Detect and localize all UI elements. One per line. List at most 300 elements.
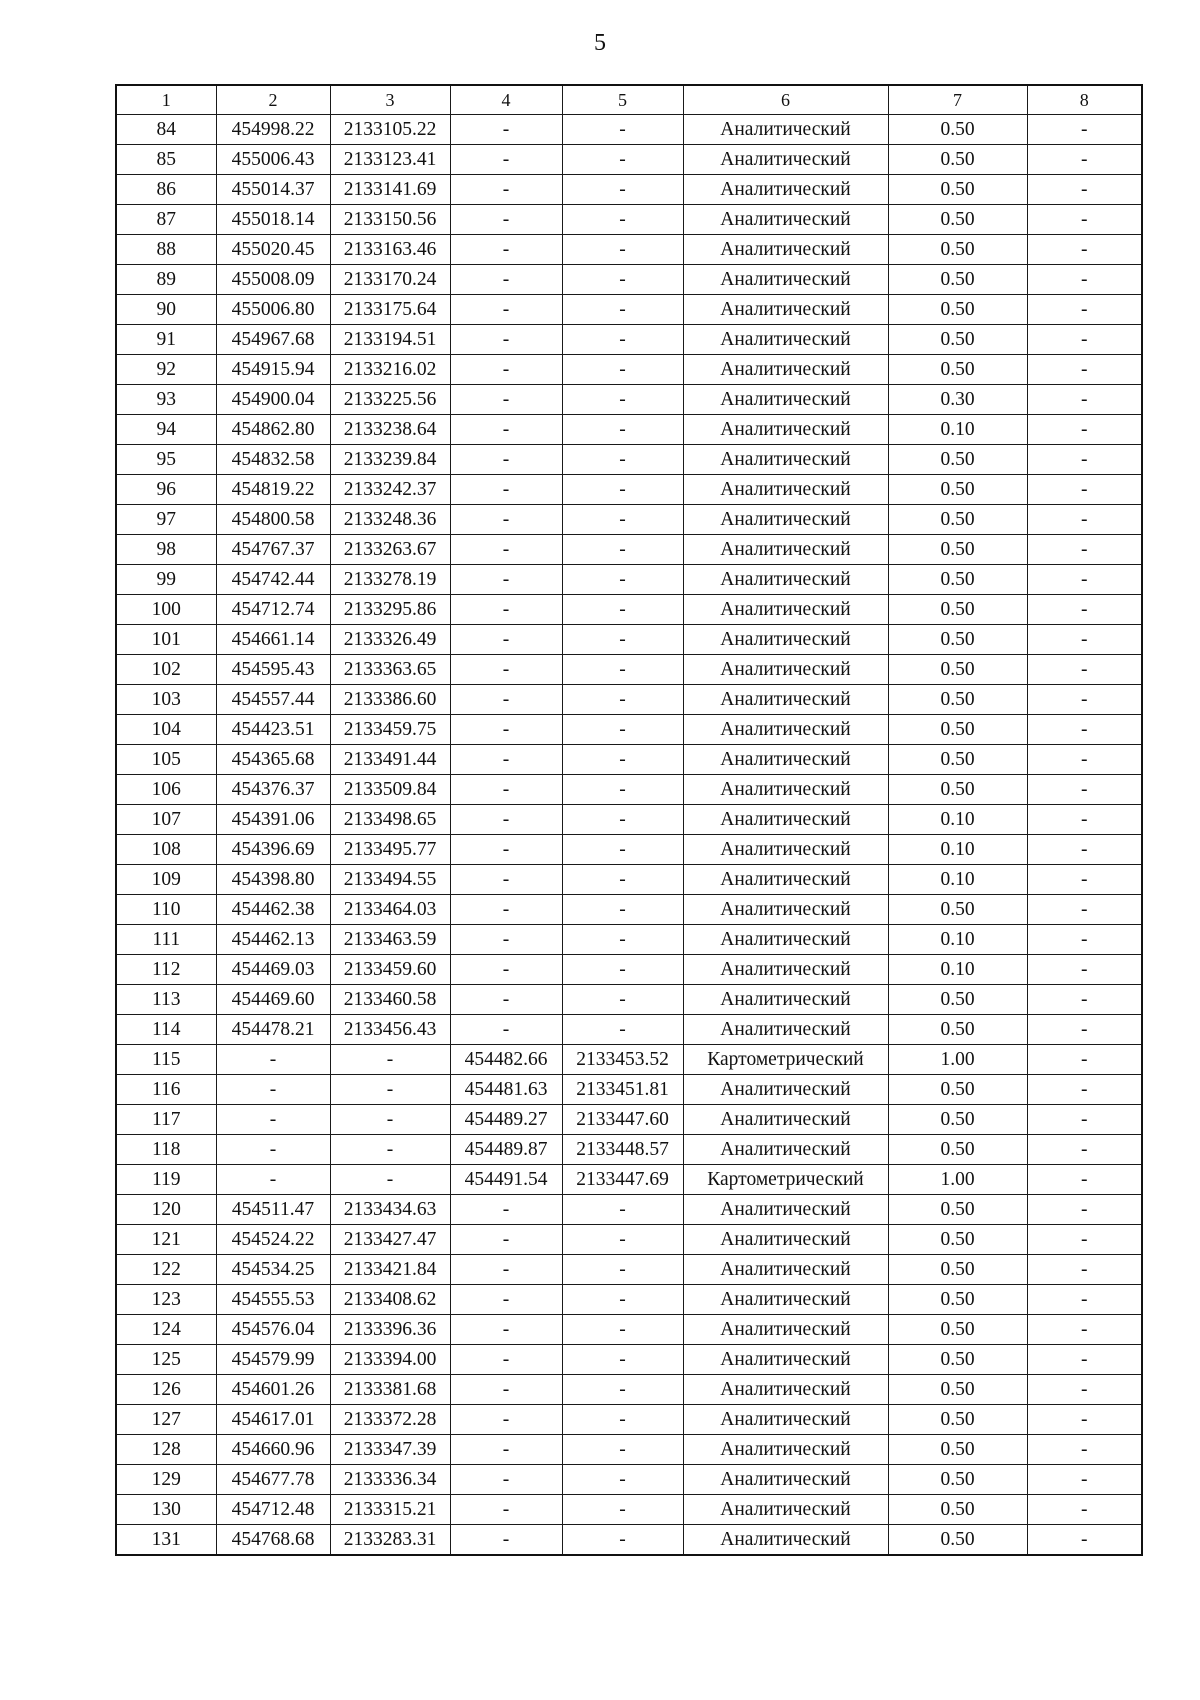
cell-y-new: - [562,1495,683,1525]
cell-description: - [1027,895,1142,925]
cell-x-new: - [450,1375,562,1405]
cell-x-existing: 455008.09 [216,265,330,295]
cell-method: Картометрический [683,1045,888,1075]
cell-x-existing: 454462.38 [216,895,330,925]
cell-point-number: 114 [116,1015,216,1045]
cell-y-existing: 2133408.62 [330,1285,450,1315]
cell-description: - [1027,475,1142,505]
cell-method: Аналитический [683,235,888,265]
cell-accuracy: 0.50 [888,625,1027,655]
cell-x-existing: 454832.58 [216,445,330,475]
cell-y-existing: 2133170.24 [330,265,450,295]
cell-description: - [1027,385,1142,415]
cell-accuracy: 0.50 [888,1405,1027,1435]
cell-accuracy: 0.50 [888,1495,1027,1525]
cell-x-existing: 454742.44 [216,565,330,595]
cell-y-new: - [562,145,683,175]
cell-y-existing: - [330,1135,450,1165]
cell-x-new: - [450,505,562,535]
cell-accuracy: 0.10 [888,925,1027,955]
table-row [116,565,1142,595]
cell-description: - [1027,325,1142,355]
cell-point-number: 131 [116,1525,216,1556]
cell-x-new: - [450,115,562,145]
header-cell-2: 2 [216,85,330,115]
cell-x-new: - [450,1015,562,1045]
cell-x-existing: 454391.06 [216,805,330,835]
cell-y-existing: 2133347.39 [330,1435,450,1465]
cell-y-new: - [562,1015,683,1045]
cell-method: Аналитический [683,625,888,655]
cell-method: Аналитический [683,355,888,385]
cell-y-new: - [562,1255,683,1285]
cell-x-existing: 454511.47 [216,1195,330,1225]
cell-accuracy: 0.10 [888,805,1027,835]
cell-accuracy: 0.50 [888,115,1027,145]
cell-method: Аналитический [683,715,888,745]
cell-x-existing: - [216,1045,330,1075]
cell-x-new: - [450,1255,562,1285]
cell-accuracy: 0.10 [888,865,1027,895]
cell-x-existing: 455018.14 [216,205,330,235]
cell-x-existing: 454601.26 [216,1375,330,1405]
table-row [116,145,1142,175]
cell-method: Аналитический [683,145,888,175]
cell-point-number: 128 [116,1435,216,1465]
cell-description: - [1027,925,1142,955]
cell-y-new: - [562,505,683,535]
cell-description: - [1027,445,1142,475]
cell-x-new: - [450,265,562,295]
table-row [116,445,1142,475]
cell-description: - [1027,505,1142,535]
table-row [116,265,1142,295]
cell-point-number: 115 [116,1045,216,1075]
cell-method: Аналитический [683,925,888,955]
cell-point-number: 109 [116,865,216,895]
cell-y-existing: 2133459.75 [330,715,450,745]
cell-method: Аналитический [683,745,888,775]
cell-method: Аналитический [683,1285,888,1315]
cell-y-existing: - [330,1075,450,1105]
header-cell-7: 7 [888,85,1027,115]
table-row [116,325,1142,355]
cell-method: Аналитический [683,895,888,925]
header-cell-8: 8 [1027,85,1142,115]
cell-description: - [1027,655,1142,685]
table-row [116,415,1142,445]
cell-y-new: - [562,175,683,205]
cell-y-existing: 2133421.84 [330,1255,450,1285]
cell-description: - [1027,1285,1142,1315]
cell-x-existing: 454768.68 [216,1525,330,1556]
cell-accuracy: 0.50 [888,685,1027,715]
cell-method: Аналитический [683,535,888,565]
cell-x-existing: 454767.37 [216,535,330,565]
cell-x-existing: 455020.45 [216,235,330,265]
cell-description: - [1027,775,1142,805]
cell-y-existing: 2133394.00 [330,1345,450,1375]
cell-y-new: - [562,715,683,745]
table-row [116,1225,1142,1255]
table-row [116,655,1142,685]
cell-y-existing: 2133239.84 [330,445,450,475]
table-row [116,685,1142,715]
cell-x-existing: 454423.51 [216,715,330,745]
cell-point-number: 102 [116,655,216,685]
cell-accuracy: 0.50 [888,145,1027,175]
cell-x-existing: 455014.37 [216,175,330,205]
cell-accuracy: 0.10 [888,955,1027,985]
cell-x-existing: 454469.60 [216,985,330,1015]
cell-point-number: 85 [116,145,216,175]
cell-accuracy: 0.50 [888,1195,1027,1225]
cell-x-existing: 454524.22 [216,1225,330,1255]
cell-x-existing: 454967.68 [216,325,330,355]
table-row [116,985,1142,1015]
cell-description: - [1027,865,1142,895]
cell-y-new: - [562,955,683,985]
cell-method: Аналитический [683,595,888,625]
cell-point-number: 122 [116,1255,216,1285]
table-row [116,385,1142,415]
cell-point-number: 107 [116,805,216,835]
cell-method: Картометрический [683,1165,888,1195]
table-row [116,1045,1142,1075]
cell-x-existing: 454396.69 [216,835,330,865]
cell-description: - [1027,145,1142,175]
cell-x-existing: 454862.80 [216,415,330,445]
cell-x-existing: - [216,1135,330,1165]
table-row [116,1105,1142,1135]
cell-description: - [1027,1525,1142,1556]
table-row [116,1135,1142,1165]
cell-x-new: - [450,565,562,595]
cell-y-existing: 2133141.69 [330,175,450,205]
cell-method: Аналитический [683,835,888,865]
cell-method: Аналитический [683,1465,888,1495]
cell-description: - [1027,835,1142,865]
cell-description: - [1027,1405,1142,1435]
cell-description: - [1027,1225,1142,1255]
cell-x-new: - [450,655,562,685]
cell-x-existing: 454595.43 [216,655,330,685]
cell-accuracy: 0.50 [888,595,1027,625]
table-row [116,1525,1142,1556]
header-cell-3: 3 [330,85,450,115]
table-row [116,295,1142,325]
cell-description: - [1027,565,1142,595]
cell-y-existing: 2133491.44 [330,745,450,775]
cell-point-number: 123 [116,1285,216,1315]
cell-description: - [1027,295,1142,325]
cell-x-new: - [450,715,562,745]
cell-y-existing: 2133434.63 [330,1195,450,1225]
cell-point-number: 101 [116,625,216,655]
cell-method: Аналитический [683,1075,888,1105]
cell-x-new: - [450,1315,562,1345]
cell-y-new: - [562,1225,683,1255]
cell-description: - [1027,205,1142,235]
cell-y-new: - [562,985,683,1015]
cell-x-new: - [450,1285,562,1315]
cell-y-existing: 2133263.67 [330,535,450,565]
cell-y-existing: 2133381.68 [330,1375,450,1405]
cell-y-existing: - [330,1165,450,1195]
cell-accuracy: 0.50 [888,325,1027,355]
table-row [116,1075,1142,1105]
cell-y-existing: 2133464.03 [330,895,450,925]
cell-description: - [1027,535,1142,565]
cell-y-new: - [562,1405,683,1435]
cell-y-new: - [562,805,683,835]
cell-x-existing: 454617.01 [216,1405,330,1435]
cell-x-new: - [450,475,562,505]
cell-x-new: - [450,145,562,175]
cell-method: Аналитический [683,865,888,895]
cell-x-existing: - [216,1105,330,1135]
cell-point-number: 116 [116,1075,216,1105]
cell-method: Аналитический [683,1525,888,1556]
cell-point-number: 112 [116,955,216,985]
cell-x-new: - [450,295,562,325]
cell-point-number: 87 [116,205,216,235]
cell-method: Аналитический [683,1135,888,1165]
cell-accuracy: 0.50 [888,1075,1027,1105]
cell-description: - [1027,265,1142,295]
cell-x-new: - [450,445,562,475]
cell-x-existing: 454900.04 [216,385,330,415]
cell-accuracy: 0.50 [888,295,1027,325]
cell-accuracy: 0.50 [888,655,1027,685]
cell-point-number: 94 [116,415,216,445]
cell-x-new: - [450,955,562,985]
cell-accuracy: 0.50 [888,1345,1027,1375]
cell-y-new: 2133447.60 [562,1105,683,1135]
cell-x-new: - [450,685,562,715]
cell-accuracy: 0.50 [888,1015,1027,1045]
cell-description: - [1027,595,1142,625]
cell-y-new: - [562,475,683,505]
cell-y-existing: - [330,1045,450,1075]
cell-method: Аналитический [683,805,888,835]
cell-point-number: 100 [116,595,216,625]
cell-method: Аналитический [683,955,888,985]
table-row [116,955,1142,985]
cell-accuracy: 0.50 [888,235,1027,265]
cell-y-new: - [562,415,683,445]
cell-y-existing: 2133494.55 [330,865,450,895]
cell-method: Аналитический [683,505,888,535]
cell-y-existing: 2133150.56 [330,205,450,235]
cell-y-new: - [562,1315,683,1345]
cell-point-number: 113 [116,985,216,1015]
cell-y-new: 2133448.57 [562,1135,683,1165]
cell-x-new: - [450,625,562,655]
cell-method: Аналитический [683,415,888,445]
cell-y-new: - [562,865,683,895]
cell-point-number: 95 [116,445,216,475]
cell-y-existing: 2133372.28 [330,1405,450,1435]
cell-y-existing: 2133463.59 [330,925,450,955]
cell-description: - [1027,955,1142,985]
cell-y-existing: 2133336.34 [330,1465,450,1495]
cell-point-number: 96 [116,475,216,505]
cell-accuracy: 0.50 [888,1135,1027,1165]
table-row [116,715,1142,745]
cell-accuracy: 0.50 [888,1255,1027,1285]
cell-y-new: - [562,1195,683,1225]
cell-description: - [1027,1465,1142,1495]
cell-description: - [1027,415,1142,445]
cell-x-existing: 454819.22 [216,475,330,505]
table-row [116,775,1142,805]
page-number: 5 [594,30,606,56]
cell-accuracy: 0.50 [888,445,1027,475]
cell-accuracy: 0.50 [888,745,1027,775]
table-row [116,1285,1142,1315]
cell-method: Аналитический [683,385,888,415]
cell-y-existing: 2133509.84 [330,775,450,805]
cell-method: Аналитический [683,295,888,325]
cell-accuracy: 0.50 [888,1315,1027,1345]
table-row [116,355,1142,385]
cell-x-new: - [450,775,562,805]
table-row [116,1345,1142,1375]
cell-point-number: 130 [116,1495,216,1525]
table-row [116,595,1142,625]
table-row [116,205,1142,235]
header-cell-6: 6 [683,85,888,115]
cell-y-new: - [562,1435,683,1465]
cell-y-new: - [562,925,683,955]
cell-x-new: - [450,835,562,865]
cell-point-number: 103 [116,685,216,715]
cell-point-number: 111 [116,925,216,955]
cell-x-existing: 454915.94 [216,355,330,385]
cell-y-existing: 2133242.37 [330,475,450,505]
cell-point-number: 93 [116,385,216,415]
cell-x-new: - [450,385,562,415]
table-row [116,1015,1142,1045]
cell-accuracy: 0.50 [888,355,1027,385]
cell-x-new: - [450,205,562,235]
cell-x-existing: 454660.96 [216,1435,330,1465]
cell-method: Аналитический [683,175,888,205]
cell-point-number: 108 [116,835,216,865]
cell-point-number: 129 [116,1465,216,1495]
cell-point-number: 88 [116,235,216,265]
cell-y-existing: 2133386.60 [330,685,450,715]
cell-point-number: 99 [116,565,216,595]
cell-method: Аналитический [683,115,888,145]
table-header [116,85,1142,115]
cell-accuracy: 0.30 [888,385,1027,415]
cell-point-number: 118 [116,1135,216,1165]
cell-accuracy: 0.50 [888,775,1027,805]
cell-y-existing: 2133238.64 [330,415,450,445]
cell-method: Аналитический [683,205,888,235]
cell-accuracy: 0.50 [888,1465,1027,1495]
header-cell-4: 4 [450,85,562,115]
cell-y-new: - [562,1375,683,1405]
cell-y-existing: 2133105.22 [330,115,450,145]
cell-y-new: 2133447.69 [562,1165,683,1195]
cell-y-existing: - [330,1105,450,1135]
cell-x-existing: 454478.21 [216,1015,330,1045]
cell-method: Аналитический [683,775,888,805]
cell-accuracy: 0.50 [888,895,1027,925]
cell-x-new: - [450,235,562,265]
table-row [116,1255,1142,1285]
cell-point-number: 106 [116,775,216,805]
cell-x-new: - [450,1525,562,1556]
cell-point-number: 92 [116,355,216,385]
cell-y-new: - [562,685,683,715]
cell-description: - [1027,1015,1142,1045]
cell-method: Аналитический [683,1495,888,1525]
cell-x-existing: 455006.80 [216,295,330,325]
cell-accuracy: 0.50 [888,175,1027,205]
cell-x-new: 454481.63 [450,1075,562,1105]
cell-point-number: 120 [116,1195,216,1225]
table-row [116,535,1142,565]
cell-accuracy: 0.50 [888,715,1027,745]
cell-method: Аналитический [683,685,888,715]
cell-method: Аналитический [683,1345,888,1375]
cell-description: - [1027,715,1142,745]
cell-accuracy: 0.50 [888,475,1027,505]
cell-point-number: 89 [116,265,216,295]
cell-description: - [1027,1075,1142,1105]
cell-description: - [1027,1345,1142,1375]
cell-x-existing: - [216,1075,330,1105]
cell-x-new: 454491.54 [450,1165,562,1195]
cell-description: - [1027,1315,1142,1345]
cell-method: Аналитический [683,1255,888,1285]
cell-x-new: - [450,415,562,445]
cell-x-existing: 454469.03 [216,955,330,985]
cell-description: - [1027,1135,1142,1165]
cell-y-existing: 2133216.02 [330,355,450,385]
cell-y-new: - [562,655,683,685]
cell-x-existing: 454534.25 [216,1255,330,1285]
table-row [116,865,1142,895]
cell-x-new: - [450,355,562,385]
cell-y-existing: 2133123.41 [330,145,450,175]
table-row [116,1315,1142,1345]
cell-x-new: - [450,535,562,565]
cell-accuracy: 0.50 [888,265,1027,295]
cell-point-number: 117 [116,1105,216,1135]
table-row [116,115,1142,145]
cell-point-number: 110 [116,895,216,925]
cell-y-existing: 2133459.60 [330,955,450,985]
header-cell-5: 5 [562,85,683,115]
table-row [116,895,1142,925]
cell-method: Аналитический [683,655,888,685]
cell-point-number: 84 [116,115,216,145]
cell-y-new: 2133453.52 [562,1045,683,1075]
cell-x-new: - [450,895,562,925]
cell-x-new: 454482.66 [450,1045,562,1075]
cell-y-existing: 2133194.51 [330,325,450,355]
cell-method: Аналитический [683,1315,888,1345]
cell-accuracy: 0.50 [888,1435,1027,1465]
cell-x-new: - [450,1225,562,1255]
table-row [116,835,1142,865]
cell-point-number: 104 [116,715,216,745]
